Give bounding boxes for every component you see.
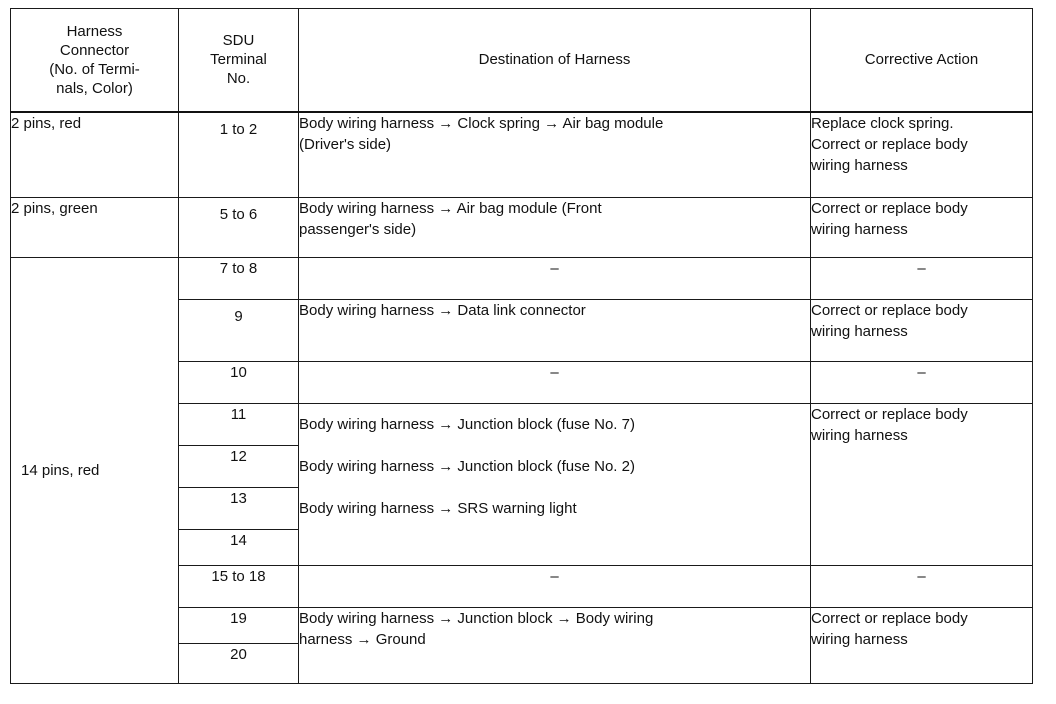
action-cell [811,404,1033,566]
header-corrective-action [811,9,1033,112]
destination-cell [299,198,811,258]
table-row [11,258,1033,300]
action-cell [811,112,1033,198]
action-line: wiring harness [811,631,908,648]
header-connector-line-3: (No. of Termi- [49,60,140,78]
action-line: Correct or replace body [811,406,968,423]
header-terminal-line-1: SDU [222,32,255,50]
terminal-cell: 19 [179,608,299,644]
terminal-cell: 13 [179,488,299,530]
destination-cell [299,404,811,566]
header-sdu-terminal [179,9,299,112]
terminal-cell: 10 [179,362,299,404]
action-cell [811,608,1033,684]
terminal-cell: 11 [179,404,299,446]
harness-table-page [10,8,1032,684]
terminal-cell: 7 to 8 [179,258,299,300]
action-line: wiring harness [811,221,908,238]
header-connector-line-1: Harness [66,22,123,40]
destination-cell: – [299,566,811,608]
terminal-cell: 15 to 18 [179,566,299,608]
action-line: Correct or replace body [811,302,968,319]
destination-line: harness → Ground [299,631,426,648]
action-line: wiring harness [811,427,908,444]
action-line: Correct or replace body [811,200,968,217]
destination-line: Body wiring harness → Junction block → Body wiring [299,610,654,627]
connector-cell: 2 pins, green [11,198,179,258]
action-line: Replace clock spring. [811,114,954,132]
action-cell [811,198,1033,258]
destination-line: passenger's side) [299,221,417,238]
terminal-cell: 20 [179,644,299,684]
header-destination-label: Destination of Harness [478,51,631,69]
action-line: wiring harness [811,156,908,174]
destination-line: Body wiring harness → Junction block (fuse No. 2) [299,458,635,475]
action-cell: – [811,258,1033,300]
header-terminal-line-2: Terminal [210,51,267,69]
action-line: Correct or replace body [811,610,968,627]
table-row [11,198,1033,258]
action-cell [811,300,1033,362]
terminal-cell: 14 [179,530,299,566]
action-cell: – [811,566,1033,608]
destination-cell: Body wiring harness → Data link connector [299,300,811,362]
destination-cell [299,608,811,684]
action-cell: – [811,362,1033,404]
terminal-cell: 5 to 6 [179,198,299,258]
destination-line: Body wiring harness → Junction block (fuse No. 7) [299,416,635,433]
header-terminal-line-3: No. [226,70,251,88]
connector-cell: 2 pins, red [11,112,179,198]
destination-line: Body wiring harness → Air bag module (Front [299,200,602,217]
terminal-cell: 12 [179,446,299,488]
header-connector-line-4: nals, Color) [56,79,133,97]
destination-line: Body wiring harness → Clock spring → Air bag module [299,114,664,132]
destination-cell [299,112,811,198]
destination-line: Body wiring harness → SRS warning light [299,500,577,517]
destination-cell: – [299,362,811,404]
table-header-row [11,9,1033,112]
action-line: wiring harness [811,323,908,340]
header-action-label: Corrective Action [864,51,979,69]
header-harness-connector [11,9,179,112]
header-destination [299,9,811,112]
destination-cell: – [299,258,811,300]
harness-connector-table [10,8,1033,684]
connector-cell: 14 pins, red [11,258,179,684]
header-connector-line-2: Connector [59,41,130,59]
terminal-cell: 1 to 2 [179,112,299,198]
table-row [11,112,1033,198]
destination-line: (Driver's side) [299,135,392,153]
terminal-cell: 9 [179,300,299,362]
action-line: Correct or replace body [811,135,968,153]
